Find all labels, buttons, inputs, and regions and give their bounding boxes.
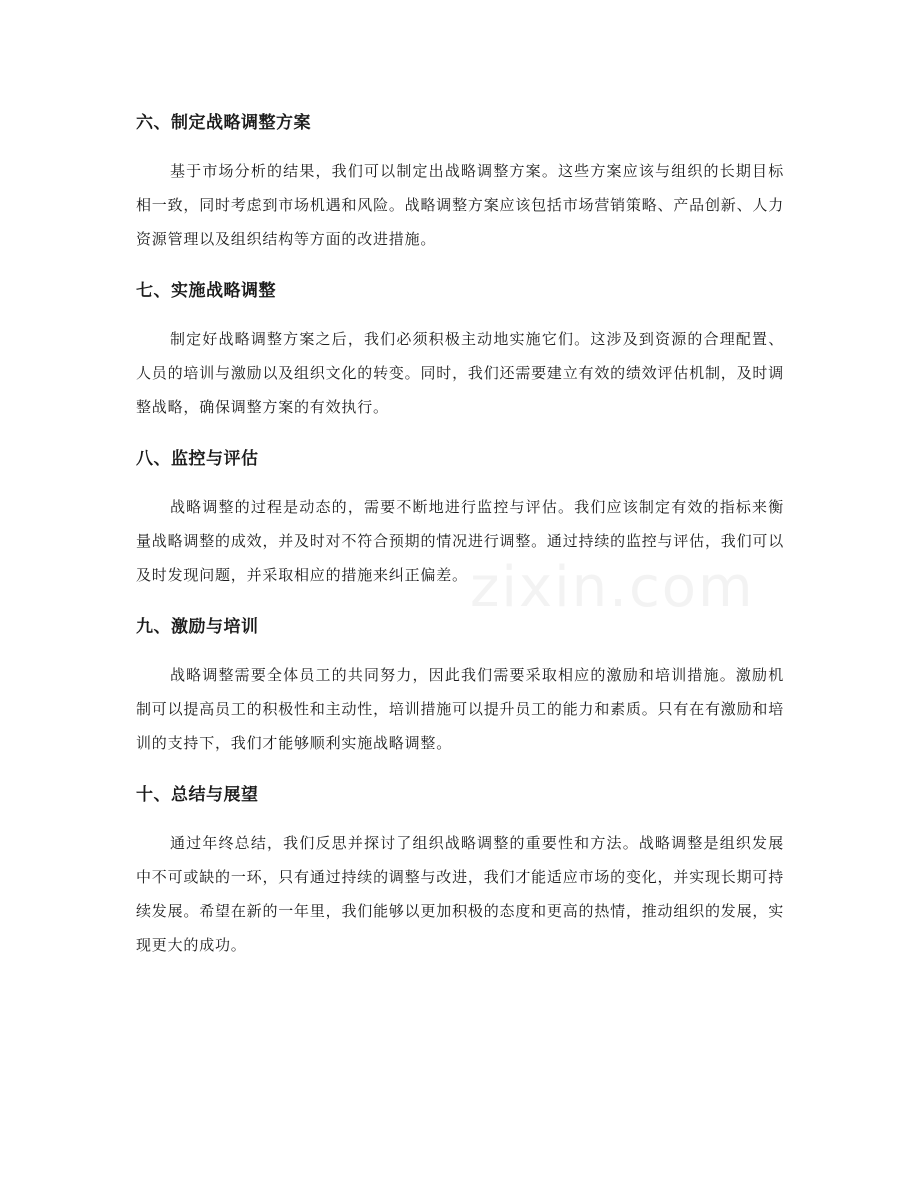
watermark: zixin.com xyxy=(470,555,755,620)
section-paragraph: 通过年终总结，我们反思并探讨了组织战略调整的重要性和方法。战略调整是组织发展中不可或缺的一环，只有通过持续的调整与改进，我们才能适应市场的变化，并实现长期可持续发展。希望在新的一年里，我们能够以更加积极的态度和更高的热情，推动组织的发展，实现更大的成功。 xyxy=(136,834,784,954)
section-heading: 九、激励与培训 xyxy=(136,617,259,637)
section-heading: 七、实施战略调整 xyxy=(136,281,276,301)
document-body xyxy=(136,106,784,980)
section-paragraph: 制定好战略调整方案之后，我们必须积极主动地实施它们。这涉及到资源的合理配置、人员的培训与激励以及组织文化的转变。同时，我们还需要建立有效的绩效评估机制，及时调整战略，确保调整方案的有效执行。 xyxy=(136,330,784,416)
section-heading: 十、总结与展望 xyxy=(136,785,259,805)
section-6 xyxy=(136,106,784,256)
section-paragraph: 战略调整需要全体员工的共同努力，因此我们需要采取相应的激励和培训措施。激励机制可以提高员工的积极性和主动性，培训措施可以提升员工的能力和素质。只有在有激励和培训的支持下，我们才能够顺利实施战略调整。 xyxy=(136,666,784,752)
section-9 xyxy=(136,610,784,760)
section-heading: 六、制定战略调整方案 xyxy=(136,113,311,133)
section-heading: 八、监控与评估 xyxy=(136,449,259,469)
section-8 xyxy=(136,442,784,592)
section-10 xyxy=(136,778,784,962)
section-paragraph: 战略调整的过程是动态的，需要不断地进行监控与评估。我们应该制定有效的指标来衡量战略调整的成效，并及时对不符合预期的情况进行调整。通过持续的监控与评估，我们可以及时发现问题，并采取相应的措施来纠正偏差。 xyxy=(136,498,784,584)
section-paragraph: 基于市场分析的结果，我们可以制定出战略调整方案。这些方案应该与组织的长期目标相一致，同时考虑到市场机遇和风险。战略调整方案应该包括市场营销策略、产品创新、人力资源管理以及组织结构等方面的改进措施。 xyxy=(136,162,784,248)
section-7 xyxy=(136,274,784,424)
